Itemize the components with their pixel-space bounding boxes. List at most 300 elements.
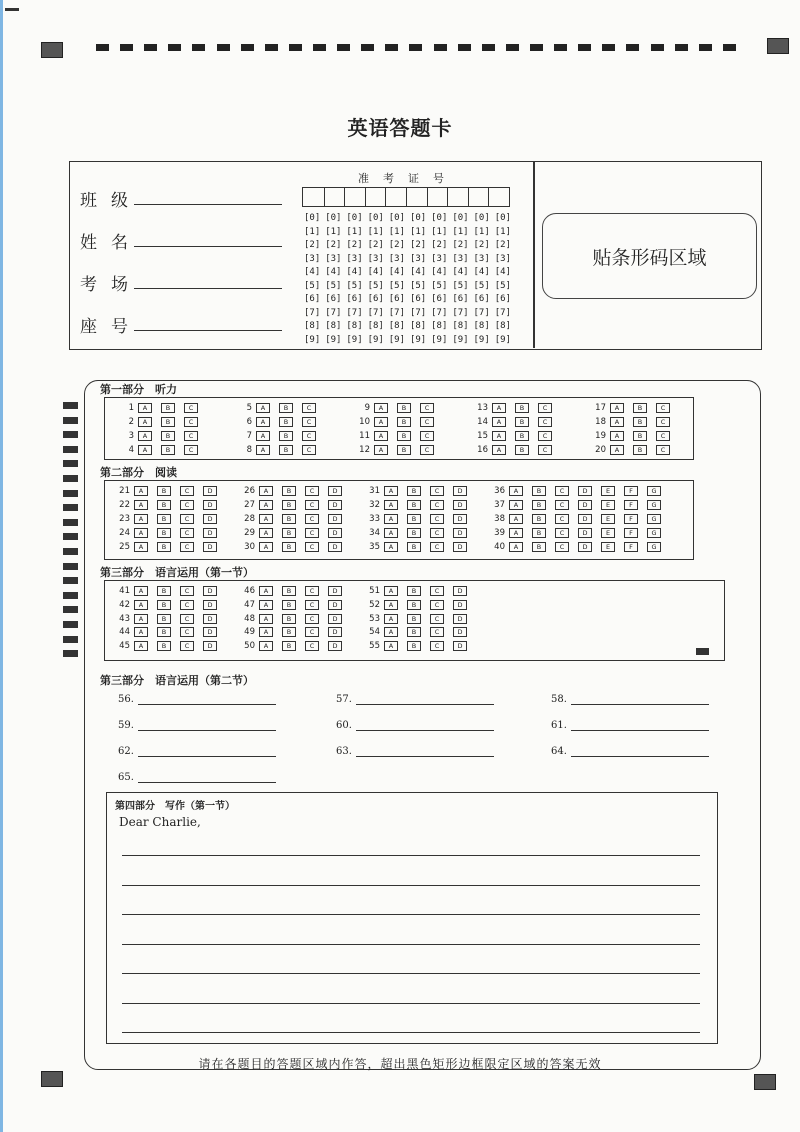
answer-bubble[interactable]: C xyxy=(538,417,552,427)
answer-bubble[interactable]: C xyxy=(305,500,319,510)
answer-bubble[interactable]: B xyxy=(407,528,421,538)
answer-bubble[interactable]: E xyxy=(601,486,615,496)
answer-bubble[interactable]: A xyxy=(138,431,152,441)
digit-bubble[interactable]: [4] xyxy=(304,267,321,277)
answer-bubble[interactable]: A xyxy=(610,403,624,413)
fill-blank-line[interactable] xyxy=(356,745,494,757)
digit-bubble[interactable]: [8] xyxy=(367,321,384,331)
answer-bubble[interactable]: B xyxy=(633,403,647,413)
answer-bubble[interactable]: A xyxy=(134,614,148,624)
digit-bubble[interactable]: [9] xyxy=(325,334,342,345)
answer-bubble[interactable]: B xyxy=(515,445,529,455)
answer-bubble[interactable]: C xyxy=(305,528,319,538)
digit-bubble[interactable]: [3] xyxy=(473,253,490,264)
answer-bubble[interactable]: B xyxy=(633,431,647,441)
answer-bubble[interactable]: C xyxy=(305,614,319,624)
answer-bubble[interactable]: A xyxy=(259,586,273,596)
digit-bubble[interactable]: [2] xyxy=(409,240,427,250)
answer-bubble[interactable]: B xyxy=(279,445,293,455)
digit-bubble[interactable]: [4] xyxy=(473,267,490,277)
digit-bubble[interactable]: [3] xyxy=(452,253,469,264)
digit-bubble[interactable]: [5] xyxy=(367,280,384,291)
answer-bubble[interactable]: C xyxy=(430,486,444,496)
digit-bubble[interactable]: [4] xyxy=(325,267,342,277)
fill-blank-line[interactable] xyxy=(138,771,276,783)
fill-blank-line[interactable] xyxy=(571,719,709,731)
answer-bubble[interactable]: A xyxy=(374,431,388,441)
admission-digit-box[interactable] xyxy=(488,188,509,206)
digit-bubble[interactable]: [5] xyxy=(473,280,490,291)
digit-bubble[interactable]: [1] xyxy=(452,226,469,237)
answer-bubble[interactable]: C xyxy=(430,627,444,637)
answer-bubble[interactable]: F xyxy=(624,528,638,538)
digit-bubble[interactable]: [6] xyxy=(494,294,511,304)
answer-bubble[interactable]: A xyxy=(384,542,398,552)
answer-bubble[interactable]: F xyxy=(624,486,638,496)
digit-bubble[interactable]: [1] xyxy=(304,226,321,237)
answer-bubble[interactable]: D xyxy=(328,641,342,651)
answer-bubble[interactable]: A xyxy=(134,586,148,596)
answer-bubble[interactable]: F xyxy=(624,500,638,510)
answer-bubble[interactable]: B xyxy=(282,486,296,496)
answer-bubble[interactable]: C xyxy=(305,514,319,524)
digit-bubble[interactable]: [3] xyxy=(346,253,363,264)
digit-bubble[interactable]: [6] xyxy=(388,294,406,304)
answer-bubble[interactable]: E xyxy=(601,542,615,552)
digit-bubble[interactable]: [3] xyxy=(494,253,511,264)
answer-bubble[interactable]: B xyxy=(282,542,296,552)
answer-bubble[interactable]: D xyxy=(328,542,342,552)
answer-bubble[interactable]: C xyxy=(555,542,569,552)
digit-bubble[interactable]: [7] xyxy=(346,307,363,318)
digit-bubble[interactable]: [1] xyxy=(473,226,490,237)
answer-bubble[interactable]: B xyxy=(532,528,546,538)
digit-bubble[interactable]: [5] xyxy=(325,280,342,291)
answer-bubble[interactable]: C xyxy=(184,403,198,413)
digit-bubble[interactable]: [6] xyxy=(473,294,490,304)
digit-bubble[interactable]: [4] xyxy=(409,267,427,277)
digit-bubble[interactable]: [4] xyxy=(494,267,511,277)
digit-bubble[interactable]: [8] xyxy=(473,321,490,331)
digit-bubble[interactable]: [1] xyxy=(346,226,363,237)
answer-bubble[interactable]: D xyxy=(453,600,467,610)
answer-bubble[interactable]: D xyxy=(578,500,592,510)
answer-bubble[interactable]: B xyxy=(157,528,171,538)
digit-bubble[interactable]: [3] xyxy=(367,253,384,264)
answer-bubble[interactable]: A xyxy=(509,528,523,538)
answer-bubble[interactable]: A xyxy=(384,600,398,610)
answer-bubble[interactable]: C xyxy=(184,445,198,455)
answer-bubble[interactable]: A xyxy=(509,542,523,552)
answer-bubble[interactable]: B xyxy=(515,417,529,427)
answer-bubble[interactable]: A xyxy=(256,445,270,455)
answer-bubble[interactable]: C xyxy=(180,614,194,624)
answer-bubble[interactable]: A xyxy=(492,445,506,455)
answer-bubble[interactable]: C xyxy=(656,431,670,441)
digit-bubble[interactable]: [3] xyxy=(325,253,342,264)
answer-bubble[interactable]: B xyxy=(407,514,421,524)
answer-bubble[interactable]: A xyxy=(134,627,148,637)
answer-bubble[interactable]: A xyxy=(492,403,506,413)
digit-bubble[interactable]: [4] xyxy=(431,267,448,277)
answer-bubble[interactable]: D xyxy=(328,627,342,637)
fill-blank-line[interactable] xyxy=(138,719,276,731)
answer-bubble[interactable]: D xyxy=(453,514,467,524)
digit-bubble[interactable]: [8] xyxy=(325,321,342,331)
admission-number-boxes[interactable] xyxy=(302,187,510,207)
answer-bubble[interactable]: C xyxy=(305,641,319,651)
digit-bubble[interactable]: [9] xyxy=(431,334,448,345)
answer-bubble[interactable]: B xyxy=(157,542,171,552)
answer-bubble[interactable]: C xyxy=(184,431,198,441)
admission-digit-box[interactable] xyxy=(365,188,386,206)
answer-bubble[interactable]: C xyxy=(538,445,552,455)
answer-bubble[interactable]: D xyxy=(453,586,467,596)
digit-bubble[interactable]: [8] xyxy=(409,321,427,331)
answer-bubble[interactable]: A xyxy=(134,641,148,651)
answer-bubble[interactable]: B xyxy=(532,542,546,552)
answer-bubble[interactable]: C xyxy=(305,586,319,596)
answer-bubble[interactable]: A xyxy=(384,586,398,596)
digit-bubble[interactable]: [4] xyxy=(388,267,406,277)
answer-bubble[interactable]: C xyxy=(430,614,444,624)
answer-bubble[interactable]: B xyxy=(407,641,421,651)
fill-blank-line[interactable] xyxy=(138,693,276,705)
answer-bubble[interactable]: B xyxy=(157,500,171,510)
answer-bubble[interactable]: D xyxy=(453,500,467,510)
digit-bubble[interactable]: [0] xyxy=(304,213,321,223)
answer-bubble[interactable]: B xyxy=(157,600,171,610)
answer-bubble[interactable]: B xyxy=(532,486,546,496)
answer-bubble[interactable]: B xyxy=(515,403,529,413)
digit-bubble[interactable]: [6] xyxy=(409,294,427,304)
answer-bubble[interactable]: A xyxy=(610,445,624,455)
answer-bubble[interactable]: B xyxy=(397,417,411,427)
answer-bubble[interactable]: D xyxy=(203,500,217,510)
answer-bubble[interactable]: A xyxy=(259,627,273,637)
answer-bubble[interactable]: B xyxy=(407,486,421,496)
answer-bubble[interactable]: D xyxy=(328,500,342,510)
digit-bubble[interactable]: [7] xyxy=(304,307,321,318)
digit-bubble[interactable]: [9] xyxy=(388,334,406,345)
answer-bubble[interactable]: A xyxy=(509,486,523,496)
digit-bubble[interactable]: [9] xyxy=(452,334,469,345)
digit-bubble[interactable]: [5] xyxy=(494,280,511,291)
answer-bubble[interactable]: A xyxy=(384,486,398,496)
answer-bubble[interactable]: B xyxy=(157,614,171,624)
answer-bubble[interactable]: A xyxy=(610,417,624,427)
answer-bubble[interactable]: D xyxy=(328,614,342,624)
digit-bubble[interactable]: [7] xyxy=(388,307,406,318)
fill-blank-line[interactable] xyxy=(138,745,276,757)
fill-blank-line[interactable] xyxy=(356,693,494,705)
digit-bubble[interactable]: [8] xyxy=(346,321,363,331)
answer-bubble[interactable]: B xyxy=(157,486,171,496)
answer-bubble[interactable]: A xyxy=(256,431,270,441)
digit-bubble[interactable]: [0] xyxy=(494,213,511,223)
digit-bubble[interactable]: [5] xyxy=(388,280,406,291)
answer-bubble[interactable]: B xyxy=(397,431,411,441)
answer-bubble[interactable]: C xyxy=(302,445,316,455)
answer-bubble[interactable]: C xyxy=(430,641,444,651)
writing-line[interactable] xyxy=(122,914,700,915)
admission-digit-box[interactable] xyxy=(468,188,489,206)
answer-bubble[interactable]: A xyxy=(384,614,398,624)
digit-bubble[interactable]: [5] xyxy=(304,280,321,291)
digit-bubble[interactable]: [7] xyxy=(494,307,511,318)
digit-bubble[interactable]: [1] xyxy=(431,226,448,237)
admission-digit-box[interactable] xyxy=(324,188,345,206)
writing-line[interactable] xyxy=(122,885,700,886)
digit-bubble[interactable]: [2] xyxy=(388,240,406,250)
digit-bubble[interactable]: [3] xyxy=(409,253,427,264)
answer-bubble[interactable]: A xyxy=(259,486,273,496)
digit-bubble[interactable]: [7] xyxy=(367,307,384,318)
answer-bubble[interactable]: B xyxy=(157,514,171,524)
digit-bubble[interactable]: [9] xyxy=(346,334,363,345)
answer-bubble[interactable]: B xyxy=(407,627,421,637)
digit-bubble[interactable]: [5] xyxy=(452,280,469,291)
digit-bubble[interactable]: [0] xyxy=(388,213,406,223)
digit-bubble[interactable]: [1] xyxy=(494,226,511,237)
answer-bubble[interactable]: D xyxy=(578,528,592,538)
answer-bubble[interactable]: D xyxy=(203,486,217,496)
answer-bubble[interactable]: B xyxy=(282,586,296,596)
answer-bubble[interactable]: A xyxy=(259,500,273,510)
answer-bubble[interactable]: B xyxy=(157,627,171,637)
answer-bubble[interactable]: A xyxy=(509,500,523,510)
digit-bubble[interactable]: [9] xyxy=(409,334,427,345)
digit-bubble[interactable]: [3] xyxy=(388,253,406,264)
answer-bubble[interactable]: A xyxy=(259,600,273,610)
digit-bubble[interactable]: [2] xyxy=(367,240,384,250)
digit-bubble[interactable]: [9] xyxy=(473,334,490,345)
answer-bubble[interactable]: D xyxy=(578,542,592,552)
answer-bubble[interactable]: B xyxy=(279,431,293,441)
admission-digit-grid[interactable] xyxy=(304,212,516,347)
answer-bubble[interactable]: D xyxy=(328,514,342,524)
answer-bubble[interactable]: C xyxy=(538,403,552,413)
digit-bubble[interactable]: [0] xyxy=(473,213,490,223)
digit-bubble[interactable]: [7] xyxy=(473,307,490,318)
writing-line[interactable] xyxy=(122,855,700,856)
answer-bubble[interactable]: D xyxy=(453,641,467,651)
answer-bubble[interactable]: C xyxy=(555,486,569,496)
fill-blank-line[interactable] xyxy=(571,693,709,705)
answer-bubble[interactable]: G xyxy=(647,542,661,552)
answer-bubble[interactable]: C xyxy=(180,627,194,637)
admission-digit-box[interactable] xyxy=(406,188,427,206)
answer-bubble[interactable]: B xyxy=(282,627,296,637)
answer-bubble[interactable]: B xyxy=(161,417,175,427)
admission-digit-box[interactable] xyxy=(447,188,468,206)
digit-bubble[interactable]: [7] xyxy=(431,307,448,318)
answer-bubble[interactable]: C xyxy=(656,403,670,413)
answer-bubble[interactable]: C xyxy=(420,445,434,455)
answer-bubble[interactable]: B xyxy=(282,600,296,610)
digit-bubble[interactable]: [2] xyxy=(494,240,511,250)
answer-bubble[interactable]: E xyxy=(601,500,615,510)
info-field-line[interactable] xyxy=(134,204,282,205)
fill-blank-line[interactable] xyxy=(571,745,709,757)
answer-bubble[interactable]: C xyxy=(420,403,434,413)
digit-bubble[interactable]: [0] xyxy=(325,213,342,223)
answer-bubble[interactable]: F xyxy=(624,514,638,524)
answer-bubble[interactable]: G xyxy=(647,486,661,496)
digit-bubble[interactable]: [2] xyxy=(304,240,321,250)
answer-bubble[interactable]: C xyxy=(305,542,319,552)
answer-bubble[interactable]: A xyxy=(492,417,506,427)
answer-bubble[interactable]: A xyxy=(259,514,273,524)
answer-bubble[interactable]: B xyxy=(397,445,411,455)
answer-bubble[interactable]: B xyxy=(407,500,421,510)
answer-bubble[interactable]: C xyxy=(555,528,569,538)
digit-bubble[interactable]: [4] xyxy=(452,267,469,277)
answer-bubble[interactable]: D xyxy=(453,528,467,538)
answer-bubble[interactable]: B xyxy=(407,614,421,624)
answer-bubble[interactable]: B xyxy=(161,445,175,455)
digit-bubble[interactable]: [8] xyxy=(452,321,469,331)
answer-bubble[interactable]: B xyxy=(633,417,647,427)
answer-bubble[interactable]: D xyxy=(453,614,467,624)
answer-bubble[interactable]: B xyxy=(282,614,296,624)
answer-bubble[interactable]: C xyxy=(302,431,316,441)
answer-bubble[interactable]: C xyxy=(180,528,194,538)
digit-bubble[interactable]: [2] xyxy=(346,240,363,250)
answer-bubble[interactable]: C xyxy=(538,431,552,441)
answer-bubble[interactable]: A xyxy=(492,431,506,441)
answer-bubble[interactable]: D xyxy=(453,542,467,552)
answer-bubble[interactable]: D xyxy=(328,528,342,538)
answer-bubble[interactable]: G xyxy=(647,514,661,524)
digit-bubble[interactable]: [9] xyxy=(494,334,511,345)
digit-bubble[interactable]: [2] xyxy=(473,240,490,250)
answer-bubble[interactable]: B xyxy=(407,586,421,596)
digit-bubble[interactable]: [0] xyxy=(346,213,363,223)
answer-bubble[interactable]: D xyxy=(328,600,342,610)
answer-bubble[interactable]: C xyxy=(180,486,194,496)
answer-bubble[interactable]: C xyxy=(430,528,444,538)
answer-bubble[interactable]: C xyxy=(430,500,444,510)
answer-bubble[interactable]: C xyxy=(430,600,444,610)
answer-bubble[interactable]: C xyxy=(430,586,444,596)
answer-bubble[interactable]: A xyxy=(259,614,273,624)
digit-bubble[interactable]: [7] xyxy=(325,307,342,318)
digit-bubble[interactable]: [0] xyxy=(431,213,448,223)
answer-bubble[interactable]: G xyxy=(647,528,661,538)
answer-bubble[interactable]: B xyxy=(397,403,411,413)
answer-bubble[interactable]: C xyxy=(180,500,194,510)
admission-digit-box[interactable] xyxy=(385,188,406,206)
answer-bubble[interactable]: C xyxy=(180,514,194,524)
answer-bubble[interactable]: B xyxy=(157,586,171,596)
digit-bubble[interactable]: [1] xyxy=(409,226,427,237)
digit-bubble[interactable]: [6] xyxy=(367,294,384,304)
answer-bubble[interactable]: A xyxy=(384,528,398,538)
answer-bubble[interactable]: D xyxy=(203,641,217,651)
answer-bubble[interactable]: B xyxy=(282,641,296,651)
answer-bubble[interactable]: D xyxy=(578,486,592,496)
answer-bubble[interactable]: C xyxy=(305,627,319,637)
answer-bubble[interactable]: A xyxy=(374,403,388,413)
digit-bubble[interactable]: [5] xyxy=(409,280,427,291)
answer-bubble[interactable]: E xyxy=(601,528,615,538)
answer-bubble[interactable]: D xyxy=(203,542,217,552)
answer-bubble[interactable]: B xyxy=(157,641,171,651)
answer-bubble[interactable]: D xyxy=(453,486,467,496)
answer-bubble[interactable]: C xyxy=(184,417,198,427)
answer-bubble[interactable]: B xyxy=(532,500,546,510)
answer-bubble[interactable]: D xyxy=(453,627,467,637)
answer-bubble[interactable]: C xyxy=(555,500,569,510)
admission-digit-box[interactable] xyxy=(427,188,448,206)
digit-bubble[interactable]: [8] xyxy=(388,321,406,331)
answer-bubble[interactable]: A xyxy=(509,514,523,524)
answer-bubble[interactable]: C xyxy=(302,403,316,413)
digit-bubble[interactable]: [3] xyxy=(304,253,321,264)
answer-bubble[interactable]: B xyxy=(282,500,296,510)
answer-bubble[interactable]: D xyxy=(328,586,342,596)
digit-bubble[interactable]: [2] xyxy=(431,240,448,250)
digit-bubble[interactable]: [0] xyxy=(409,213,427,223)
answer-bubble[interactable]: B xyxy=(633,445,647,455)
digit-bubble[interactable]: [1] xyxy=(388,226,406,237)
answer-bubble[interactable]: C xyxy=(180,641,194,651)
digit-bubble[interactable]: [3] xyxy=(431,253,448,264)
writing-box[interactable] xyxy=(106,792,718,1044)
answer-bubble[interactable]: A xyxy=(134,542,148,552)
answer-bubble[interactable]: A xyxy=(134,514,148,524)
answer-bubble[interactable]: C xyxy=(656,417,670,427)
answer-bubble[interactable]: D xyxy=(203,528,217,538)
digit-bubble[interactable]: [0] xyxy=(452,213,469,223)
digit-bubble[interactable]: [6] xyxy=(431,294,448,304)
answer-bubble[interactable]: C xyxy=(420,417,434,427)
writing-line[interactable] xyxy=(122,973,700,974)
answer-bubble[interactable]: C xyxy=(305,600,319,610)
admission-digit-box[interactable] xyxy=(303,188,324,206)
answer-bubble[interactable]: C xyxy=(420,431,434,441)
digit-bubble[interactable]: [2] xyxy=(452,240,469,250)
answer-bubble[interactable]: D xyxy=(203,586,217,596)
digit-bubble[interactable]: [7] xyxy=(409,307,427,318)
digit-bubble[interactable]: [7] xyxy=(452,307,469,318)
answer-bubble[interactable]: C xyxy=(180,600,194,610)
answer-bubble[interactable]: D xyxy=(203,514,217,524)
answer-bubble[interactable]: C xyxy=(180,586,194,596)
answer-bubble[interactable]: E xyxy=(601,514,615,524)
writing-line[interactable] xyxy=(122,944,700,945)
writing-line[interactable] xyxy=(122,1032,700,1033)
answer-bubble[interactable]: A xyxy=(374,417,388,427)
answer-bubble[interactable]: D xyxy=(578,514,592,524)
answer-bubble[interactable]: B xyxy=(282,514,296,524)
digit-bubble[interactable]: [0] xyxy=(367,213,384,223)
answer-bubble[interactable]: B xyxy=(282,528,296,538)
answer-bubble[interactable]: A xyxy=(384,627,398,637)
digit-bubble[interactable]: [5] xyxy=(431,280,448,291)
answer-bubble[interactable]: C xyxy=(555,514,569,524)
answer-bubble[interactable]: A xyxy=(384,514,398,524)
answer-bubble[interactable]: A xyxy=(134,486,148,496)
digit-bubble[interactable]: [9] xyxy=(304,334,321,345)
digit-bubble[interactable]: [4] xyxy=(367,267,384,277)
answer-bubble[interactable]: A xyxy=(256,417,270,427)
answer-bubble[interactable]: C xyxy=(180,542,194,552)
answer-bubble[interactable]: C xyxy=(430,542,444,552)
info-field-line[interactable] xyxy=(134,246,282,247)
digit-bubble[interactable]: [1] xyxy=(325,226,342,237)
